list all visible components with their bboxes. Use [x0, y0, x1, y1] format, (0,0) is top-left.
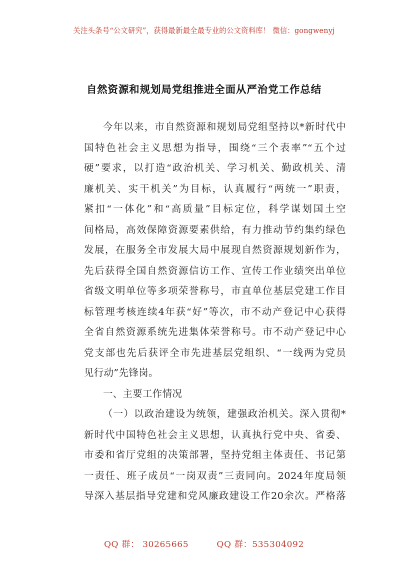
body-line: 见行动”先锋岗。 [84, 368, 159, 379]
body-line: 全省自然资源系统先进集体荣誉称号。市不动产登记中心 [84, 327, 346, 338]
top-promo-banner: 关注头条号“公文研究”，获得最新最全最专业的公文资料库！ 微信：gongwenyj [73, 26, 335, 35]
body-line: 先后获得全国自然资源信访工作、宣传工作业绩突出单位 [84, 265, 346, 277]
body-line: 党支部也先后获评全市先进基层党组织、“一线两为党员 [84, 347, 346, 359]
body-line: 发展，在服务全市发展大局中展现自然资源规划新作为， [84, 245, 346, 256]
body-line: 市委和省厅党组的决策部署，坚持党组主体责任、书记第 [84, 450, 346, 461]
bottom-contact-banner [0, 538, 408, 550]
body-line: 标管理考核连续4年获“好”等次，市不动产登记中心获得 [84, 306, 346, 318]
qq-group-1: QQ 群： 30265665 [103, 540, 189, 550]
body-line: 一责任、班子成员“一岗双责”三责同向。2024年度局领 [84, 470, 346, 482]
body-line: 间格局，高效保障资源要素供给，有力推动节约集约绿色 [84, 224, 346, 236]
body-line: 新时代中国特色社会主义思想，认真执行党中央、省委、 [84, 429, 346, 441]
body-line: 导深入基层指导党建和党风廉政建设工作20余次。严格落 [84, 491, 346, 502]
body-line: 紧扣“一体化”和“高质量”目标定位，科学谋划国土空 [84, 204, 346, 215]
body-line: 省级文明单位等多项荣誉称号，市直单位基层党建工作目 [84, 286, 346, 297]
qq-group-2: QQ 群：535304092 [216, 540, 305, 550]
body-line: （一）以政治建设为统领，建强政治机关。深入贯彻* [103, 409, 346, 420]
body-line: 国特色社会主义思想为指导，围绕“三个表率”“五个过 [84, 142, 346, 154]
section-heading: 一、主要工作情况 [103, 388, 183, 400]
body-line: 廉机关、实干机关”为目标，认真履行“两统一”职责， [84, 183, 346, 195]
document-title: 自然资源和规划局党组推进全面从严治党工作总结 [86, 85, 322, 96]
body-line: 今年以来，市自然资源和规划局党组坚持以*新时代中 [103, 122, 346, 133]
document-body [84, 118, 346, 508]
body-line: 硬”要求，以打造“政治机关、学习机关、勤政机关、清 [84, 163, 346, 174]
